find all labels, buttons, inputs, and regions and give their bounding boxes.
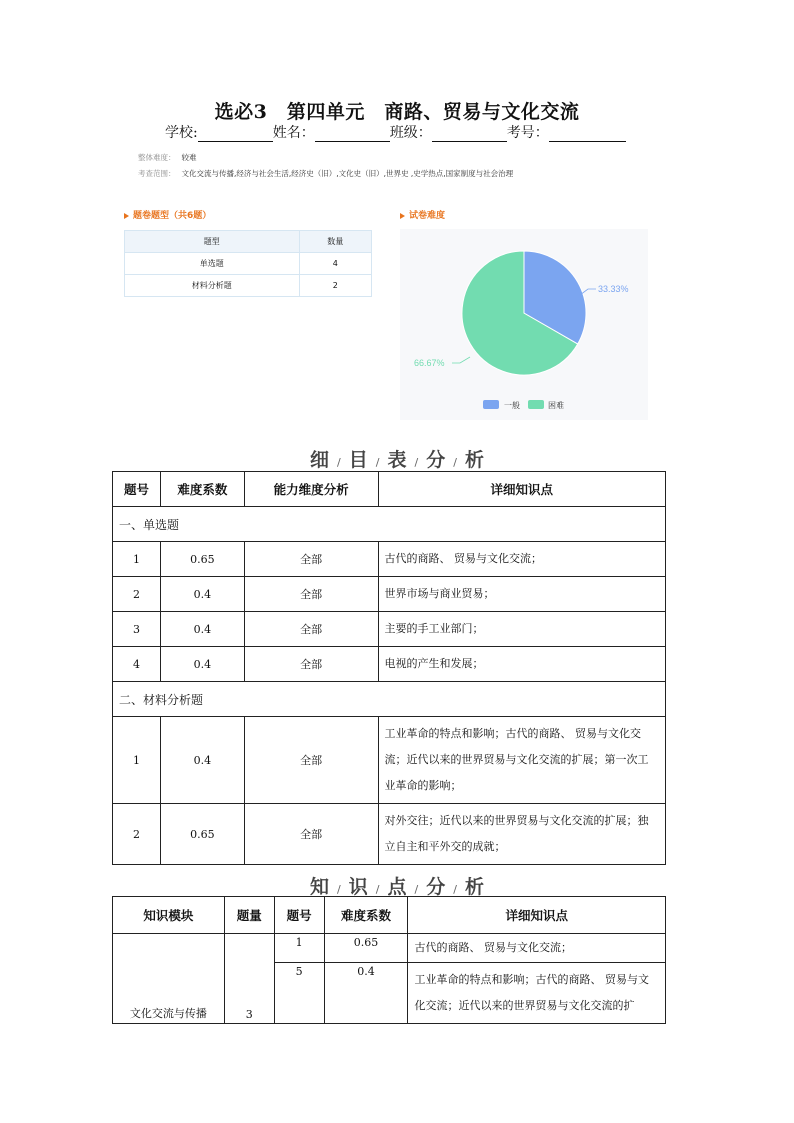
- header-difficulty: 难度系数: [324, 897, 408, 934]
- exam-no-label: 考号：: [506, 125, 549, 141]
- exam-no-blank[interactable]: [549, 126, 626, 142]
- header-difficulty: 难度系数: [160, 472, 244, 507]
- cell-difficulty: 0.4: [160, 717, 244, 804]
- triangle-icon: [124, 213, 129, 219]
- label-hard: 66.67%: [414, 358, 445, 368]
- class-blank[interactable]: [432, 126, 507, 142]
- question-types-table: [124, 230, 372, 297]
- page-title: 选必3 第四单元 商路、贸易与文化交流: [214, 101, 580, 123]
- table-row: [113, 577, 666, 612]
- cell-knowledge: 古代的商路、 贸易与文化交流；: [378, 542, 665, 577]
- count-cell: 4: [299, 253, 371, 275]
- difficulty-value: 较难: [181, 153, 197, 162]
- table-row: [125, 253, 372, 275]
- header-knowledge: 详细知识点: [378, 472, 665, 507]
- cell-ability: 全部: [244, 577, 378, 612]
- cell-no: 3: [113, 612, 161, 647]
- scope-value: 文化交流与传播,经济与社会生活,经济史（旧）,文化史（旧）,世界史 ,史学热点,国家制度与社会治理: [181, 169, 514, 178]
- difficulty-key: 整体难度：: [138, 153, 176, 162]
- header-count: 题量: [224, 897, 274, 934]
- table-row: [125, 275, 372, 297]
- school-label: 学校:: [165, 125, 198, 141]
- cell-no: 1: [113, 717, 161, 804]
- difficulty-heading: 试卷难度: [400, 208, 445, 221]
- cell-no: 2: [113, 577, 161, 612]
- pie-svg: [400, 229, 648, 420]
- triangle-icon: [400, 213, 405, 219]
- cell-knowledge: 古代的商路、 贸易与文化交流；: [408, 934, 666, 963]
- section-row: [113, 682, 666, 717]
- leader-line-hard: [452, 357, 470, 363]
- legend-swatch-hard: [528, 400, 544, 409]
- cell-knowledge: 工业革命的特点和影响；古代的商路、 贸易与文化交流；近代以来的世界贸易与文化交流的扩: [408, 963, 666, 1024]
- header-knowledge: 详细知识点: [408, 897, 666, 934]
- type-cell: 单选题: [125, 253, 300, 275]
- table-row: [113, 647, 666, 682]
- section-title: 二、材料分析题: [113, 682, 666, 717]
- table-row: [113, 612, 666, 647]
- detail-table: [112, 471, 666, 865]
- table-header-row: [113, 897, 666, 934]
- table-header-row: [125, 231, 372, 253]
- table-header-row: [113, 472, 666, 507]
- label-general: 33.33%: [598, 284, 629, 294]
- header-no: 题号: [274, 897, 324, 934]
- table-row: [113, 934, 666, 963]
- col-type-header: 题型: [125, 231, 300, 253]
- cell-difficulty: 0.4: [160, 647, 244, 682]
- cell-knowledge: 对外交往；近代以来的世界贸易与文化交流的扩展；独立自主和平外交的成就；: [378, 804, 665, 865]
- legend-label-general: 一般: [504, 401, 520, 410]
- cell-no: 2: [113, 804, 161, 865]
- section-row: [113, 507, 666, 542]
- cell-difficulty: 0.4: [160, 612, 244, 647]
- student-info-line: [165, 122, 626, 142]
- table-row: [113, 717, 666, 804]
- cell-no: 1: [113, 542, 161, 577]
- difficulty-chart: [400, 229, 648, 420]
- scope-meta: [138, 168, 513, 179]
- cell-knowledge: 电视的产生和发展；: [378, 647, 665, 682]
- cell-no: 4: [113, 647, 161, 682]
- section-title: 一、单选题: [113, 507, 666, 542]
- scope-key: 考查范围：: [138, 169, 176, 178]
- class-label: 班级：: [389, 125, 432, 141]
- question-types-heading: 题卷题型（共6题）: [124, 208, 211, 221]
- knowledge-table: [112, 896, 666, 1024]
- cell-difficulty: 0.4: [160, 577, 244, 612]
- cell-no: 1: [274, 934, 324, 963]
- name-blank[interactable]: [315, 126, 390, 142]
- cell-difficulty: 0.4: [324, 963, 408, 1024]
- cell-ability: 全部: [244, 804, 378, 865]
- legend-swatch-general: [483, 400, 499, 409]
- cell-ability: 全部: [244, 612, 378, 647]
- col-count-header: 数量: [299, 231, 371, 253]
- cell-module: 文化交流与传播: [113, 934, 225, 1024]
- legend-label-hard: 困难: [548, 401, 564, 410]
- cell-no: 5: [274, 963, 324, 1024]
- table-row: [113, 542, 666, 577]
- cell-count: 3: [224, 934, 274, 1024]
- cell-knowledge: 工业革命的特点和影响；古代的商路、 贸易与文化交流；近代以来的世界贸易与文化交流的扩展；第一次工业革命的影响；: [378, 717, 665, 804]
- cell-knowledge: 主要的手工业部门；: [378, 612, 665, 647]
- count-cell: 2: [299, 275, 371, 297]
- detail-table-heading: 细 / 目 / 表 / 分 / 析: [310, 449, 484, 471]
- cell-difficulty: 0.65: [160, 542, 244, 577]
- knowledge-table-heading: 知 / 识 / 点 / 分 / 析: [310, 876, 484, 898]
- header-module: 知识模块: [113, 897, 225, 934]
- header-ability: 能力维度分析: [244, 472, 378, 507]
- school-blank[interactable]: [198, 126, 273, 142]
- difficulty-meta: [138, 152, 197, 163]
- cell-ability: 全部: [244, 717, 378, 804]
- name-label: 姓名：: [272, 125, 315, 141]
- cell-ability: 全部: [244, 647, 378, 682]
- cell-ability: 全部: [244, 542, 378, 577]
- cell-difficulty: 0.65: [324, 934, 408, 963]
- cell-difficulty: 0.65: [160, 804, 244, 865]
- type-cell: 材料分析题: [125, 275, 300, 297]
- table-row: [113, 804, 666, 865]
- header-no: 题号: [113, 472, 161, 507]
- cell-knowledge: 世界市场与商业贸易；: [378, 577, 665, 612]
